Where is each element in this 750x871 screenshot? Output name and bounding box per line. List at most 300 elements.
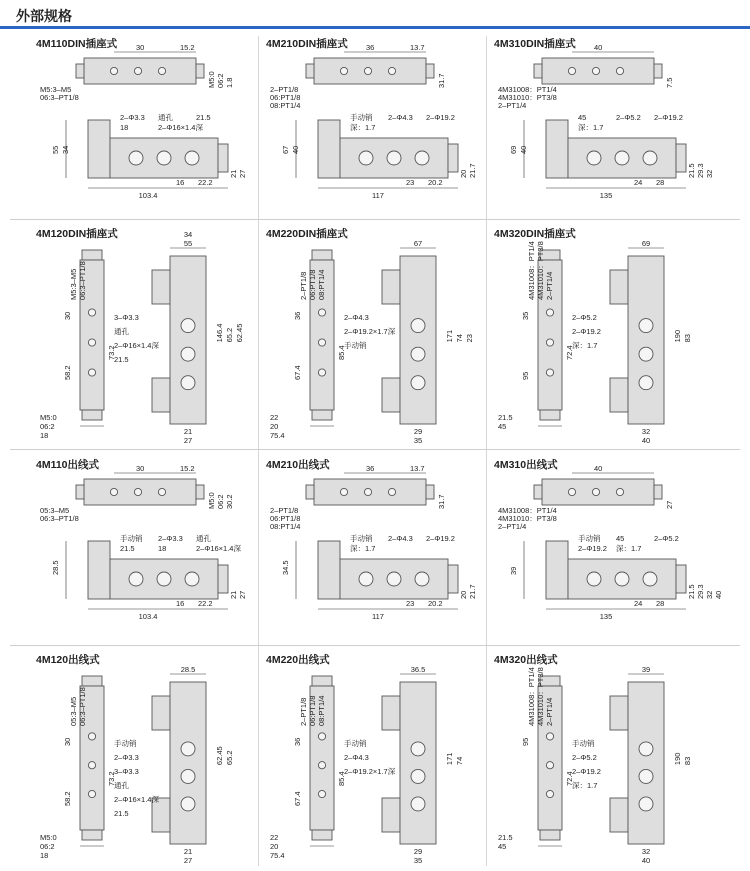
dim-bottom-small: 23 [406,599,415,608]
valve-top-endcap [534,64,542,78]
dim-side-left: 58.2 [63,365,72,380]
cell-title: 4M310DIN插座式 [494,38,576,50]
callout-label: 2–Φ3.3 [158,534,183,543]
callout-label: 深：1.7 [350,123,376,132]
port-hole [318,369,325,376]
dim-mid-left: 72.4 [565,771,574,786]
dim-top-left: 06:3–PT1/8 [40,514,79,523]
valve-front-view [628,682,664,844]
callout-label: 手动销 [572,739,595,748]
port-large [639,797,653,811]
port-large [181,347,195,361]
dim-bottom: 135 [599,191,613,200]
port-large [587,151,601,165]
dim-top: 28.5 [180,665,196,674]
valve-drawing [266,652,484,866]
port-hole [318,339,325,346]
dim-right: 62.45 [235,323,244,343]
dim-mid-left: 72.4 [565,345,574,360]
port-large [411,347,425,361]
dim-left-label: 2–PT1/4 [545,697,554,726]
dim-bottom-small: 18 [40,431,49,440]
dim-right-bottom: 29.3 [696,584,705,599]
port-hole [134,67,141,74]
valve-side-endcap [312,250,332,260]
dim-side-left: 55 [51,145,60,154]
valve-top-endcap [654,64,662,78]
spec-cell-4m220out [266,652,484,866]
dim-top: 36.5 [410,665,426,674]
port-large [639,769,653,783]
dim-right: 65.2 [225,327,234,343]
port-hole [88,790,95,797]
column-divider-2 [486,36,487,866]
dim-left-label: 08:PT1/4 [317,269,326,300]
port-large [157,151,171,165]
callout-label: 45 [616,534,625,543]
callout-label: 2–Φ16×1.4深 [114,795,159,804]
valve-drawing [266,457,484,643]
dim-side-left: 67 [281,145,290,154]
valve-side-endcap [82,410,102,420]
dim-side-left: 58.2 [63,791,72,806]
valve-drawing [494,226,712,446]
callout-label: 通孔 [158,113,173,122]
dim-bottom: 103.4 [138,191,158,200]
port-hole [318,733,325,740]
port-large [359,572,373,586]
solenoid-coil [318,541,340,599]
dim-right-top: 06:2 [216,494,225,509]
dim-bottom-small: M5:0 [40,833,57,842]
dim-side-left: 69 [509,145,518,154]
dim-mid-left: 73.2 [107,771,116,786]
port-hole [318,762,325,769]
solenoid-coil [382,798,400,832]
dim-right-bottom: 21.5 [687,163,696,178]
cell-title: 4M220DIN插座式 [266,228,348,240]
dim-left-label: 4M31008：PT1/4 [527,667,536,726]
dim-top: 36 [366,43,375,52]
dim-side-left: 30 [63,737,72,746]
dim-bottom: 32 [641,847,651,856]
callout-label: 深：1.7 [616,544,642,553]
port-hole [88,369,95,376]
callout-label: 2–Φ5.2 [616,113,641,122]
valve-top-endcap [426,64,434,78]
dim-bottom-small: 23 [406,178,415,187]
valve-front-endcap [218,565,228,593]
port-large [415,572,429,586]
callout-label: 2–Φ19.2×1.7深 [344,327,396,336]
callout-label: 2–Φ19.2 [654,113,683,122]
callout-label: 通孔 [114,781,129,790]
dim-top: 30 [136,464,145,473]
dim-side-left: 95 [521,737,530,746]
dim-right: 23 [465,334,474,343]
callout-label: 2–Φ5.2 [654,534,679,543]
callout-label: 深：1.7 [350,544,376,553]
dim-side-left: 67.4 [293,365,302,380]
valve-top-endcap [306,485,314,499]
dim-side-left: 34.5 [281,560,290,575]
spec-cell-4m310out [494,457,723,643]
dim-right-bottom: 20 [459,590,468,599]
dim-bottom-small: 20.2 [428,599,443,608]
solenoid-coil [546,120,568,178]
callout-label: 手动销 [114,739,137,748]
dim-side-left: 36 [293,737,302,746]
dim-bottom-small: 20 [270,422,279,431]
dim-bottom-small: 75.4 [270,431,285,440]
port-large [129,572,143,586]
callout-label: 2–Φ19.2 [572,327,601,336]
valve-side-endcap [82,250,102,260]
port-hole [318,790,325,797]
dim-right: 190 [673,752,682,766]
port-hole [340,488,347,495]
cell-title: 4M110DIN插座式 [36,38,118,50]
dim-bottom-small: 20 [270,842,279,851]
dim-bottom-small: 22.2 [198,599,213,608]
spec-cell-4m210out [266,457,484,643]
callout-label: 2–Φ4.3 [344,753,369,762]
port-hole [568,488,575,495]
port-large [639,319,653,333]
valve-front-endcap [676,144,686,172]
port-large [615,151,629,165]
port-hole [110,67,117,74]
dim-left-label: 06:PT1/8 [308,269,317,300]
callout-label: 通孔 [196,534,211,543]
dim-left-label: 05:3–M5 [69,696,78,726]
valve-side-endcap [312,830,332,840]
dim-bottom-small: 45 [498,842,507,851]
spec-cell-4m120out [36,652,254,866]
dim-mid-left: 73.2 [107,345,116,360]
valve-drawing [36,226,254,446]
dim-bottom-small: 24 [634,178,643,187]
port-large [587,572,601,586]
valve-front-view [628,256,664,424]
dim-top: 69 [641,239,651,248]
row-divider-1 [10,219,740,220]
solenoid-coil [152,378,170,412]
dim-right-bottom: 40 [714,590,723,599]
callout-label: 深：1.7 [572,341,598,350]
port-hole [88,309,95,316]
port-hole [546,309,553,316]
callout-label: 2–Φ5.2 [572,313,597,322]
callout-label: 手动销 [350,534,373,543]
solenoid-coil [610,270,628,304]
valve-drawing [494,457,723,643]
dim-top-left: 4M31008：PT1/4 [498,506,557,515]
valve-top-endcap [426,485,434,499]
port-hole [388,488,395,495]
valve-top-endcap [534,485,542,499]
dim-bottom-small: 20.2 [428,178,443,187]
port-large [415,151,429,165]
callout-label: 2–Φ4.3 [388,534,413,543]
callout-label: 18 [120,123,129,132]
page-title: 外部规格 [16,8,72,24]
valve-front-endcap [448,565,458,593]
port-large [411,319,425,333]
port-hole [592,67,599,74]
port-hole [318,309,325,316]
spec-cell-4m120din [36,226,254,446]
row-divider-3 [10,645,740,646]
dim-right: 83 [683,756,692,766]
callout-label: 21.5 [120,544,135,553]
dim-right-top: 06:2 [216,73,225,88]
valve-front-endcap [448,144,458,172]
solenoid-coil [546,541,568,599]
dim-bottom-small: 21.5 [498,833,513,842]
callout-label: 2–Φ19.2 [572,767,601,776]
dim-right: 65.2 [225,750,234,766]
dim-bottom: 29 [413,847,423,856]
dim-bottom-small: 45 [498,422,507,431]
valve-top-endcap [654,485,662,499]
valve-top-endcap [76,64,84,78]
valve-side-endcap [82,676,102,686]
dim-mid-left: 85.4 [337,771,346,786]
cell-title: 4M120出线式 [36,654,100,666]
dim-bottom: 27 [183,856,193,865]
dim-bottom-small: 75.4 [270,851,285,860]
header-rule [0,26,750,29]
dim-bottom: 21 [183,427,193,436]
dim-top: 30 [136,43,145,52]
dim-left-label: 08:PT1/4 [317,695,326,726]
dim-right-bottom: 21.7 [468,163,477,178]
cell-title: 4M210出线式 [266,459,330,471]
port-hole [88,762,95,769]
dim-left-label: 2–PT1/8 [299,697,308,726]
callout-label: 2–Φ4.3 [344,313,369,322]
cell-title: 4M110出线式 [36,459,100,471]
callout-label: 2–Φ16×1.4深 [114,341,159,350]
port-large [181,376,195,390]
callout-label: 21.5 [196,113,211,122]
dim-top-left: 4M31008：PT1/4 [498,85,557,94]
dim-top-left: 4M31010：PT3/8 [498,514,557,523]
valve-top-endcap [196,485,204,499]
dim-bottom-small: 22 [270,413,279,422]
dim-left-label: M5:3–M5 [69,268,78,300]
dim-right-bottom: 21 [229,169,238,178]
dim-top-left: 06:PT1/8 [270,514,301,523]
dim-bottom: 135 [599,612,613,621]
dim-right-top: 30.2 [225,494,234,509]
dim-right-bottom: 21 [229,590,238,599]
dim-side-left: 67.4 [293,791,302,806]
spec-cell-4m220din [266,226,484,446]
cell-title: 4M320DIN插座式 [494,228,576,240]
port-hole [616,488,623,495]
callout-label: 2–Φ19.2 [426,113,455,122]
dim-side-left: 40 [291,145,300,154]
dim-bottom-small: 22.2 [198,178,213,187]
solenoid-coil [382,270,400,304]
dim-bottom-small: 22 [270,833,279,842]
port-hole [546,733,553,740]
valve-side-endcap [312,676,332,686]
solenoid-coil [610,798,628,832]
callout-label: 手动销 [344,341,367,350]
port-large [181,319,195,333]
dim-right: 171 [445,329,454,343]
dim-top-left: 05:3–M5 [40,506,70,515]
dim-top-left: 08:PT1/4 [270,522,301,531]
dim-top-left: 06:3–PT1/8 [40,93,79,102]
valve-drawing [494,652,712,866]
dim-top: 40 [594,43,603,52]
callout-label: 2–Φ16×1.4深 [158,123,203,132]
port-large [181,769,195,783]
spec-cell-4m110din [36,36,254,216]
dim-left-label: 06:3–PT1/8 [78,687,87,726]
port-large [643,151,657,165]
dim-right: 83 [683,334,692,343]
dim-right: 171 [445,752,454,766]
dim-top: 55 [183,239,193,248]
valve-front-view [400,256,436,424]
dim-side-left: 40 [519,145,528,154]
port-hole [546,369,553,376]
callout-label: 21.5 [114,809,129,818]
port-hole [592,488,599,495]
dim-bottom: 21 [183,847,193,856]
port-large [411,769,425,783]
dim-top: 67 [413,239,423,248]
valve-top-endcap [306,64,314,78]
spec-cell-4m210din [266,36,484,216]
dim-top-left: 2–PT1/8 [270,85,299,94]
port-large [185,151,199,165]
dim-side-left: 35 [521,311,530,320]
callout-label: 手动销 [578,534,601,543]
valve-top-endcap [76,485,84,499]
solenoid-coil [152,270,170,304]
dim-side-left: 39 [509,566,518,575]
dim-left-label: 2–PT1/4 [545,271,554,300]
dim-left-label: 4M31010：PT3/8 [536,667,545,726]
valve-front-view [400,682,436,844]
callout-label: 2–Φ3.3 [120,113,145,122]
dim-bottom-small: 06:2 [40,422,55,431]
dim-top: 13.7 [410,464,425,473]
valve-drawing [494,36,712,216]
dim-bottom-small: 16 [176,599,185,608]
solenoid-coil [610,696,628,730]
port-hole [88,733,95,740]
solenoid-coil [382,696,400,730]
page-header [0,0,750,30]
dim-right: 146.4 [215,323,224,343]
callout-label: 2–Φ19.2 [426,534,455,543]
port-large [359,151,373,165]
dim-bottom: 40 [641,856,651,865]
valve-side-endcap [540,410,560,420]
spec-cell-4m310din [494,36,712,216]
port-large [639,347,653,361]
dim-right-top: 31.7 [437,73,446,88]
dim-right-top: 31.7 [437,494,446,509]
dim-right-bottom: 32 [705,590,714,599]
dim-bottom-small: 28 [656,599,665,608]
dim-right-top: 27 [665,500,674,509]
cell-title: 4M310出线式 [494,459,558,471]
port-hole [340,67,347,74]
callout-label: 手动销 [350,113,373,122]
dim-top: 15.2 [180,43,195,52]
dim-right-bottom: 27 [238,169,247,178]
port-hole [364,67,371,74]
dim-top: 34 [183,230,193,239]
callout-label: 手动销 [344,739,367,748]
port-hole [158,67,165,74]
port-hole [88,339,95,346]
dim-left-label: 06:PT1/8 [308,695,317,726]
dim-bottom: 27 [183,436,193,445]
dim-top-left: 06:PT1/8 [270,93,301,102]
valve-drawing [266,36,484,216]
valve-drawing [266,226,484,446]
callout-label: 深：1.7 [572,781,598,790]
port-large [387,151,401,165]
port-large [181,797,195,811]
dim-right-bottom: 21.5 [687,584,696,599]
dim-right-top: 1.8 [225,77,234,88]
port-hole [546,339,553,346]
callout-label: 2–Φ19.2×1.7深 [344,767,396,776]
port-large [411,797,425,811]
port-hole [616,67,623,74]
valve-drawing [36,457,254,643]
solenoid-coil [88,120,110,178]
valve-front-endcap [676,565,686,593]
valve-side-endcap [82,830,102,840]
callout-label: 2–Φ4.3 [388,113,413,122]
dim-side-left: 34 [61,145,70,154]
dim-right-top: M5:0 [207,492,216,509]
row-divider-2 [10,449,740,450]
dim-left-label: 4M31010：PT3/8 [536,241,545,300]
dim-bottom: 117 [372,191,384,200]
dim-right-bottom: 29.3 [696,163,705,178]
port-hole [546,762,553,769]
dim-top-left: 2–PT1/4 [498,522,527,531]
callout-label: 通孔 [114,327,129,336]
port-large [411,376,425,390]
callout-label: 2–Φ19.2 [578,544,607,553]
cell-title: 4M320出线式 [494,654,558,666]
valve-side-endcap [312,410,332,420]
dim-side-left: 36 [293,311,302,320]
spec-cell-4m110out [36,457,254,643]
dim-bottom-small: 21.5 [498,413,513,422]
dim-top: 15.2 [180,464,195,473]
dim-bottom-small: 28 [656,178,665,187]
dim-side-left: 30 [63,311,72,320]
callout-label: 18 [158,544,167,553]
callout-label: 深：1.7 [578,123,604,132]
dim-bottom-small: 06:2 [40,842,55,851]
solenoid-coil [88,541,110,599]
